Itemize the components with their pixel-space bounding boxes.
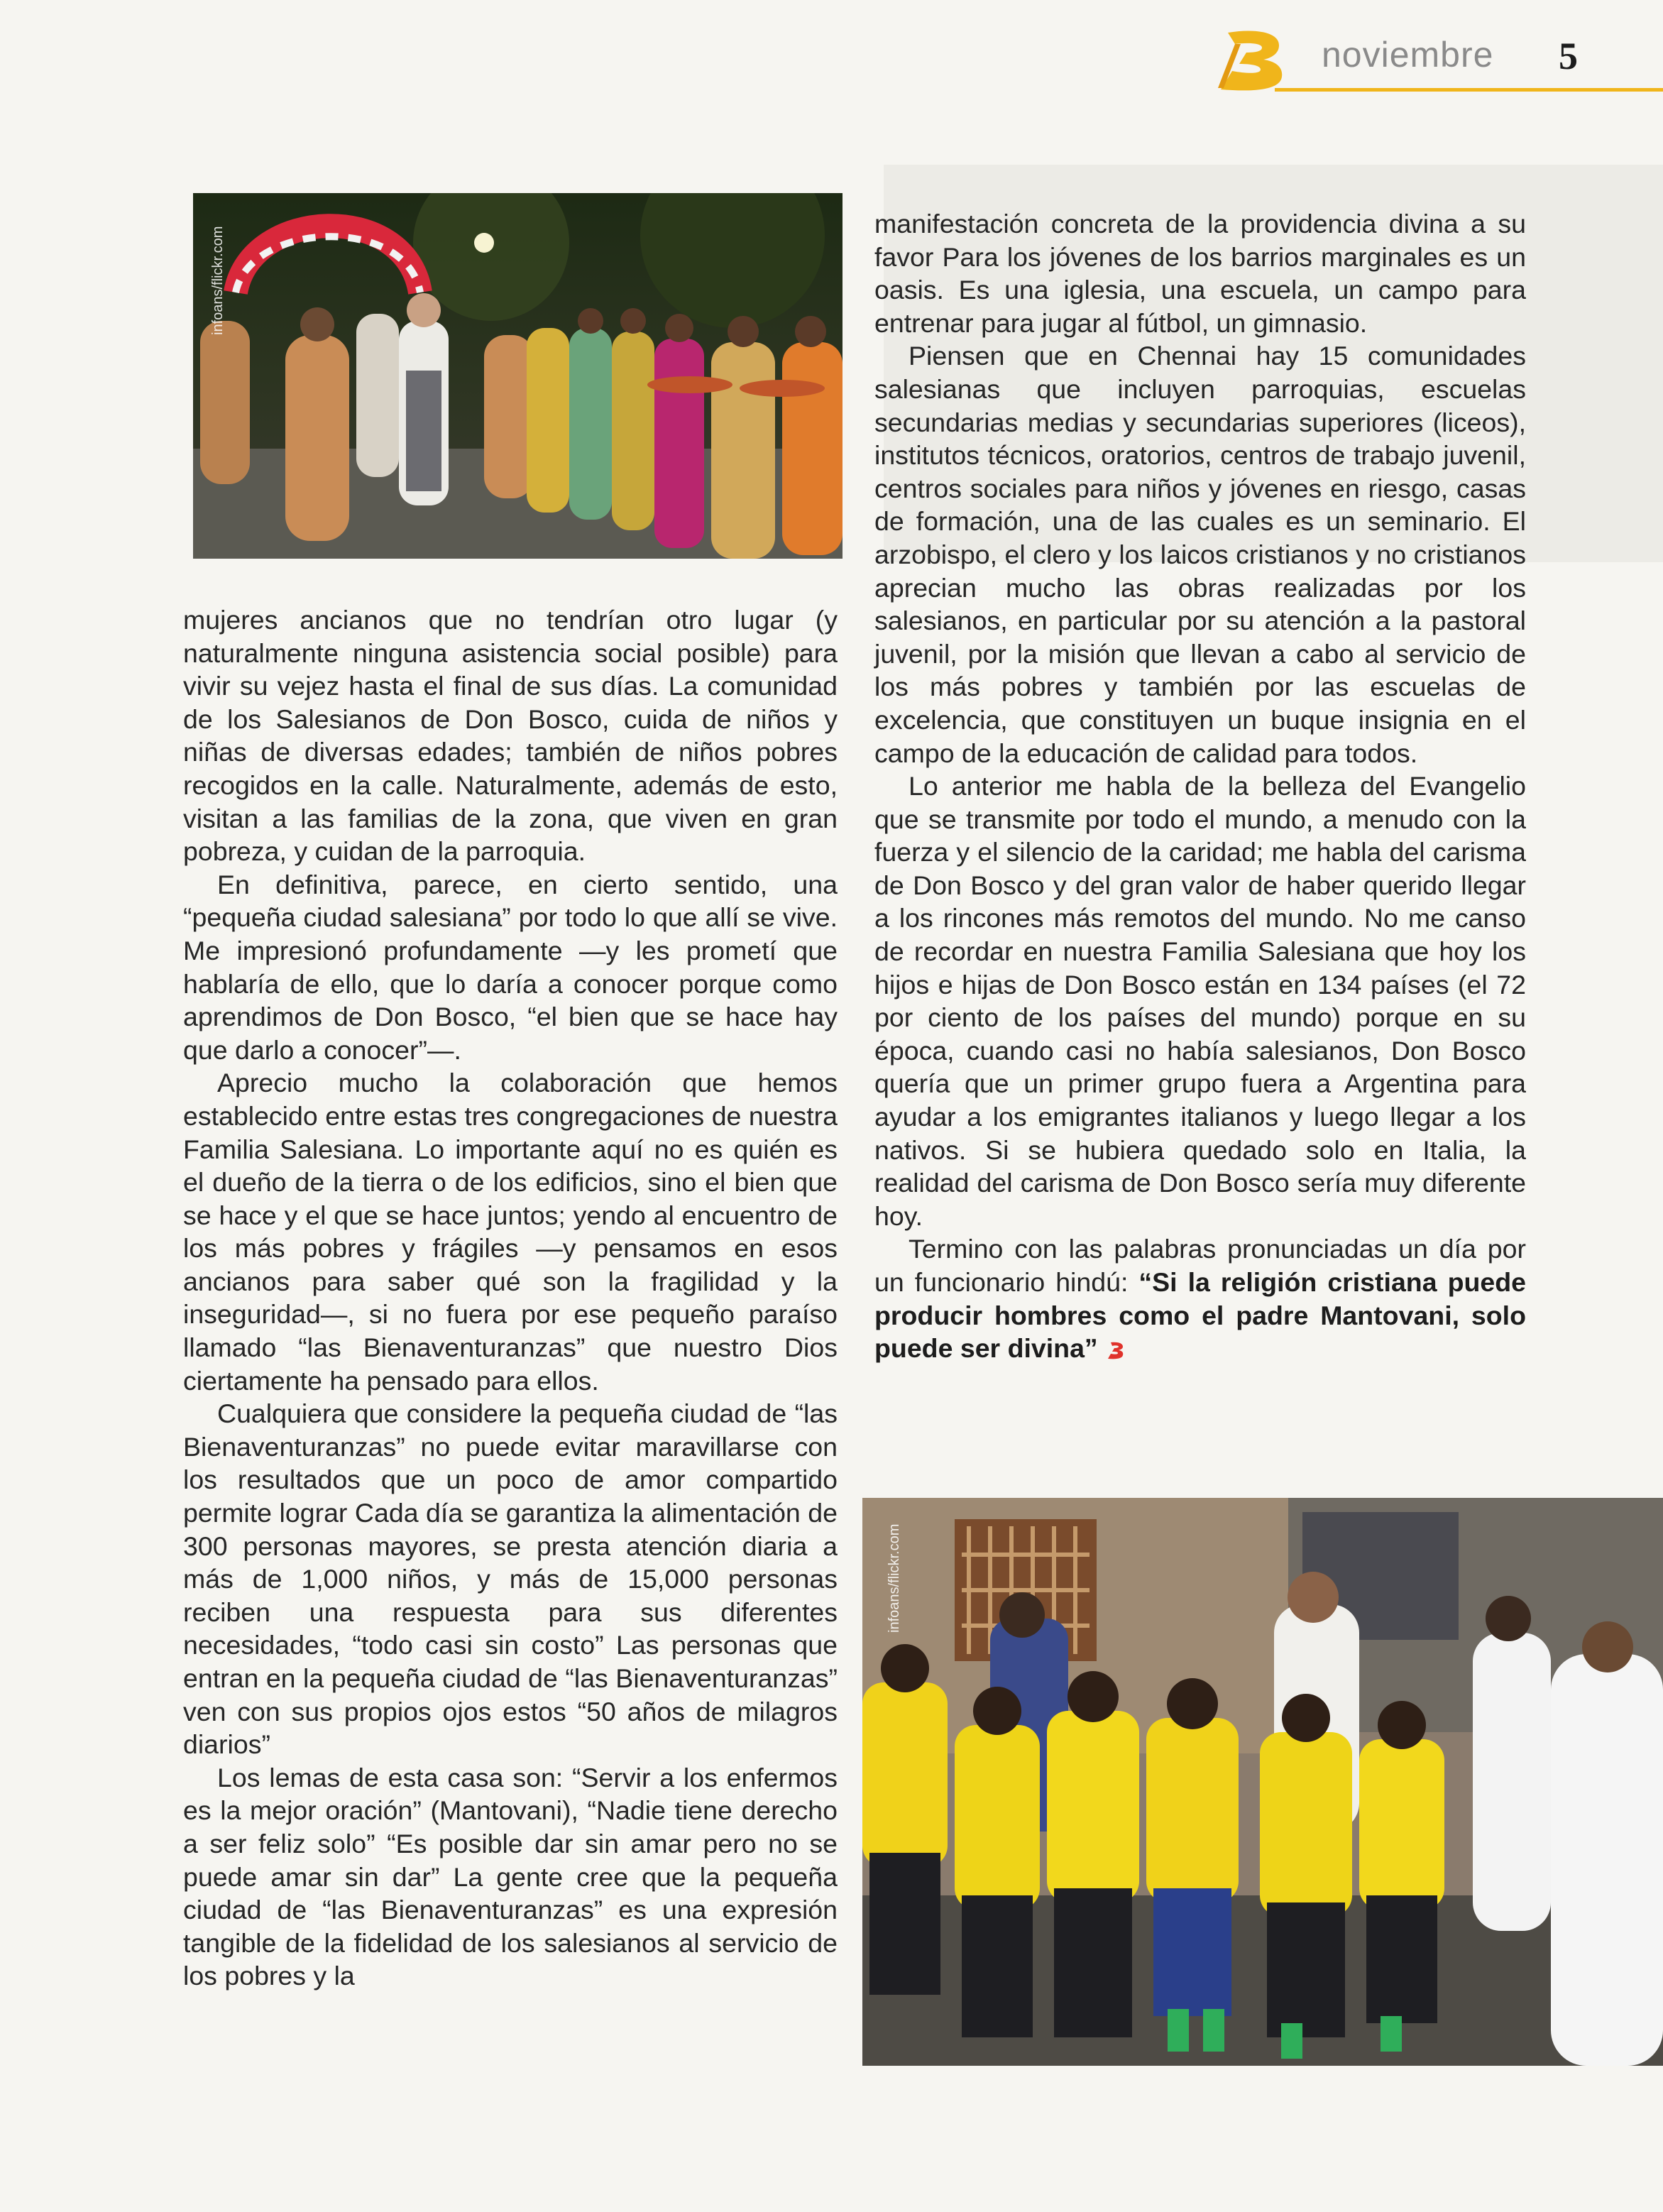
closing-quote: “Si la religión cristiana puede producir hombres como el padre Mantovani, solo puede ser divina” [874,1267,1527,1364]
photo-credit: infoans/flickr.com [210,226,226,335]
photo-youth-football [862,1498,1663,2066]
photo-credit: infoans/flickr.com [887,1523,902,1633]
paragraph: manifestación concreta de la providencia divina a su favor Para los jóvenes de los barrios marginales es un oasis. Es una iglesia, una escuela, un campo para entrenar para jugar al fútbol, un gimnasio. [874,209,1526,338]
paragraph: Piensen que en Chennai hay 15 comunidades salesianas que incluyen parroquias, escuelas secundarias medias y secundarias superiores (liceos), institutos técnicos, oratorios, centros de trabajo juvenil, centros sociales para niños y jóvenes en riesgo, casas de formación, una de las cuales es un seminario. El arzobispo, el clero y los laicos cristianos y no cristianos aprecian mucho las obras realizadas por los salesianos, en particular por su atención a la pastoral juvenil, por la misión que llevan a cabo al servicio de los más pobres y también por las escuelas de excelencia, que constituyen un buque insignia en el campo de la educación de calidad para todos. [874,341,1526,768]
boletin-endmark-icon [1105,1340,1125,1360]
paragraph: Cualquiera que considere la pequeña ciudad de “las Bienaventuranzas” no puede evitar maravillarse con los resultados que un poco de amor compartido permite lograr Cada día se garantiza la alimentación de 300 personas mayores, se presta atención diaria a más de 1,000 niños, y más de 15,000 personas reciben una respuesta para sus diferentes necesidades, “todo casi sin costo” Las personas que entran en la pequeña ciudad de “las Bienaventuranzas” ven con sus propios ojos estos “50 años de milagros diarios” [183,1398,838,1760]
header-month: noviembre [1322,35,1494,75]
boletin-b-logo-icon [1214,28,1292,92]
paragraph: Los lemas de esta casa son: “Servir a los enfermos es la mejor oración” (Mantovani), “Nadie tiene derecho a ser feliz solo” “Es posible dar sin amar pero no se puede amar sin dar” La gente cree que la pequeña ciudad de “las Bienaventuranzas” es una expresión tangible de la fidelidad de los salesianos al servicio de los pobres y la [183,1762,838,1991]
paragraph: En definitiva, parece, en cierto sentido, una “pequeña ciudad salesiana” por todo lo que allí se vive. Me impresionó profundamente —y les prometí que hablaría de ello, que lo daría a conocer porque como aprendimos de Don Bosco, “el bien que se hace hay que darlo a conocer”—. [183,869,838,1065]
closing-intro: Termino con las palabras pronunciadas un día por un funcionario hindú: [874,1234,1526,1297]
header-rule [1275,88,1663,92]
page-number: 5 [1559,35,1578,77]
paragraph: Aprecio mucho la colaboración que hemos establecido entre estas tres congregaciones de nuestra Familia Salesiana. Lo importante aquí no es quién es el dueño de la tierra o de los edificios, sino el bien que se hace y el que se hace juntos; yendo al encuentro de los más pobres y frágiles —y pensamos en esos ancianos para saber qué son la fragilidad y la inseguridad—, si no fuera por ese pequeño paraíso llamado “las Bienaventuranzas” que nuestro Dios ciertamente ha pensado para ellos. [183,1068,838,1396]
photo-welcome-procession [193,193,843,559]
article-left-column [183,603,838,1993]
paragraph: Lo anterior me habla de la belleza del Evangelio que se transmite por todo el mundo, a menudo con la fuerza y el silencio de la caridad; me habla del carisma de Don Bosco y del gran valor de haber querido llegar a los rincones más remotos del mundo. No me canso de recordar en nuestra Familia Salesiana que hoy los hijos e hijas de Don Bosco están en 134 países (el 72 por ciento de los países del mundo) porque en su época, cuando casi no había salesianos, Don Bosco quería que un primer grupo fuera a Argentina para ayudar a los emigrantes italianos y luego llegar a los nativos. Si se hubiera quedado solo en Italia, la realidad del carisma de Don Bosco sería muy diferente hoy. [874,771,1526,1231]
closing-paragraph [874,1232,1526,1364]
article-right-column [874,207,1526,1365]
page-header [0,0,1663,99]
paragraph: mujeres ancianos que no tendrían otro lugar (y naturalmente ninguna asistencia social posible) para vivir su vejez hasta el final de sus días. La comunidad de los Salesianos de Don Bosco, cuida de niños y niñas de diversas edades; también de niños pobres recogidos en la calle. Naturalmente, además de esto, visitan a las familias de la zona, que viven en gran pobreza, y cuidan de la parroquia. [183,605,838,867]
